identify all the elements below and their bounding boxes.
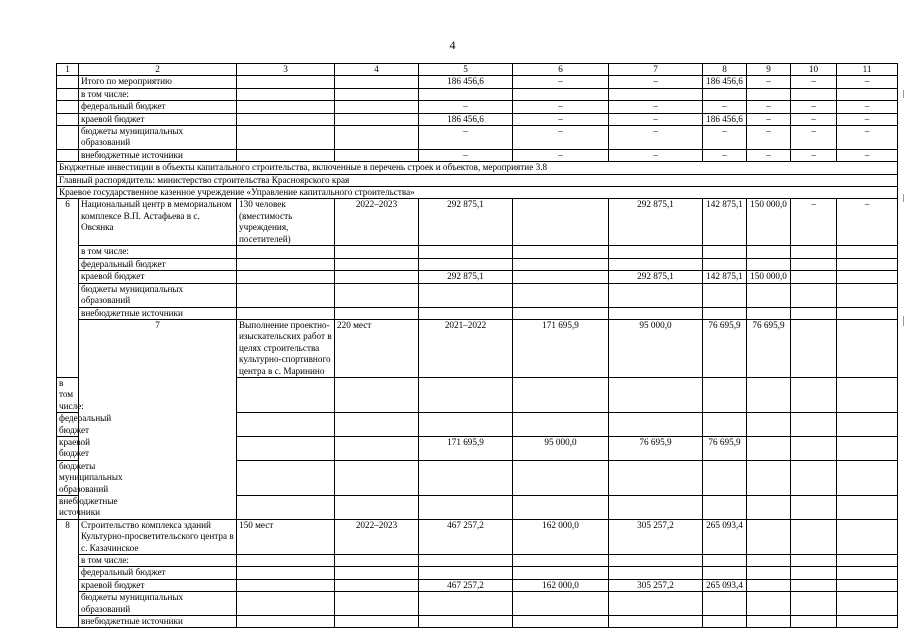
cell-value: 186 456,6 bbox=[703, 113, 747, 125]
cell-value: – bbox=[791, 199, 837, 246]
cell-value: 305 257,2 bbox=[609, 519, 703, 554]
header-cell: 7 bbox=[609, 64, 703, 76]
cell-dash: – bbox=[513, 101, 609, 113]
cell-value: 171 695,9 bbox=[513, 319, 609, 377]
cell-value: 265 093,4 bbox=[703, 519, 747, 554]
row-label: бюджеты муниципальных образований bbox=[79, 592, 237, 616]
cell-value: 186 456,6 bbox=[419, 113, 513, 125]
item-name: Строительство комплекса зданий Культурно-просветительского центра в с. Казачинское bbox=[79, 519, 237, 554]
cell-dash: – bbox=[419, 101, 513, 113]
table-row bbox=[57, 319, 898, 377]
cell-dash: – bbox=[703, 126, 747, 150]
cell-value: 142 875,1 bbox=[703, 199, 747, 246]
section-row bbox=[57, 187, 898, 199]
table-row bbox=[57, 113, 898, 125]
item-capacity: 130 человек (вместимость учреждения, посетителей) bbox=[237, 199, 335, 246]
cell-value: 305 257,2 bbox=[609, 579, 703, 591]
row-label: Итого по мероприятию bbox=[79, 76, 237, 88]
section-title: Бюджетные инвестиции в объекты капитального строительства, включенные в перечень строек и объектов, мероприятие 3.8 bbox=[57, 162, 898, 174]
header-cell: 2 bbox=[79, 64, 237, 76]
table-row bbox=[57, 246, 898, 258]
table-row bbox=[57, 592, 898, 616]
table-row bbox=[57, 616, 898, 628]
header-cell: 4 bbox=[335, 64, 419, 76]
row-label: в том числе: bbox=[79, 246, 237, 258]
row-label: в том числе: bbox=[79, 555, 237, 567]
row-label: бюджеты муниципальных образований bbox=[79, 126, 237, 150]
cell-dash: – bbox=[609, 113, 703, 125]
header-cell: 5 bbox=[419, 64, 513, 76]
cell-value: 95 000,0 bbox=[513, 436, 609, 460]
table-row bbox=[57, 126, 898, 150]
row-label: краевой бюджет bbox=[57, 436, 79, 460]
header-cell: 1 bbox=[57, 64, 79, 76]
row-label: федеральный бюджет bbox=[79, 101, 237, 113]
cell-value: 292 875,1 bbox=[419, 199, 513, 246]
cell-dash: – bbox=[609, 149, 703, 161]
item-capacity: 150 мест bbox=[237, 519, 335, 554]
cell-dash: – bbox=[747, 101, 791, 113]
table-row bbox=[57, 258, 898, 270]
item-period: 2021–2022 bbox=[419, 319, 513, 377]
item-name: Национальный центр в мемориальном комплексе В.П. Астафьева в с. Овсянка bbox=[79, 199, 237, 246]
cell-value: 467 257,2 bbox=[419, 519, 513, 554]
cell-dash: – bbox=[791, 113, 837, 125]
item-period: 2022–2023 bbox=[335, 199, 419, 246]
header-cell: 9 bbox=[747, 64, 791, 76]
cell-value: 186 456,6 bbox=[419, 76, 513, 88]
scan-mark bbox=[903, 90, 904, 98]
cell-value: 142 875,1 bbox=[703, 271, 747, 283]
cell-dash: – bbox=[513, 149, 609, 161]
header-cell: 6 bbox=[513, 64, 609, 76]
cell-value: – bbox=[837, 199, 898, 246]
budget-table bbox=[56, 63, 898, 628]
cell-dash: – bbox=[747, 149, 791, 161]
cell-value: 95 000,0 bbox=[609, 319, 703, 377]
row-label: бюджеты муниципальных образований bbox=[57, 460, 79, 495]
row-label: внебюджетные источники bbox=[79, 307, 237, 319]
row-label: федеральный бюджет bbox=[79, 567, 237, 579]
table-row bbox=[57, 149, 898, 161]
cell-dash: – bbox=[837, 101, 898, 113]
row-label: внебюджетные источники bbox=[57, 496, 79, 520]
table-row bbox=[57, 88, 898, 100]
cell-dash: – bbox=[703, 149, 747, 161]
cell-dash: – bbox=[513, 113, 609, 125]
row-label: внебюджетные источники bbox=[79, 616, 237, 628]
cell-dash: – bbox=[513, 126, 609, 150]
row-label: краевой бюджет bbox=[79, 113, 237, 125]
row-label: бюджеты муниципальных образований bbox=[79, 283, 237, 307]
row-label: внебюджетные источники bbox=[79, 149, 237, 161]
cell-value: 162 000,0 bbox=[513, 579, 609, 591]
cell-value: 467 257,2 bbox=[419, 579, 513, 591]
cell-value: 162 000,0 bbox=[513, 519, 609, 554]
row-label: федеральный бюджет bbox=[57, 413, 79, 437]
cell-dash: – bbox=[703, 101, 747, 113]
header-cell: 11 bbox=[837, 64, 898, 76]
page-number: 4 bbox=[449, 38, 456, 52]
cell-dash: – bbox=[609, 126, 703, 150]
row-label: краевой бюджет bbox=[79, 271, 237, 283]
cell-dash: – bbox=[837, 126, 898, 150]
item-capacity: 220 мест bbox=[335, 319, 419, 377]
cell-dash: – bbox=[419, 126, 513, 150]
table-row bbox=[57, 567, 898, 579]
section-row bbox=[57, 174, 898, 186]
row-label: в том числе: bbox=[79, 88, 237, 100]
cell-dash: – bbox=[609, 76, 703, 88]
cell-dash: – bbox=[837, 113, 898, 125]
cell-value: 76 695,9 bbox=[609, 436, 703, 460]
cell-value: 292 875,1 bbox=[419, 271, 513, 283]
cell-value: 186 456,6 bbox=[703, 76, 747, 88]
table-row bbox=[57, 271, 898, 283]
cell-value: 171 695,9 bbox=[419, 436, 513, 460]
header-row bbox=[57, 64, 898, 76]
main-manager: Главный распорядитель: министерство строительства Красноярского края bbox=[57, 174, 898, 186]
item-period: 2022–2023 bbox=[335, 519, 419, 554]
cell-value: 76 695,9 bbox=[703, 319, 747, 377]
cell-value: 150 000,0 bbox=[747, 199, 791, 246]
table-row bbox=[57, 519, 898, 554]
cell-dash: – bbox=[747, 126, 791, 150]
item-number: 8 bbox=[57, 519, 79, 628]
cell-value: 265 093,4 bbox=[703, 579, 747, 591]
header-cell: 3 bbox=[237, 64, 335, 76]
item-number: 6 bbox=[57, 199, 79, 377]
table-row bbox=[57, 555, 898, 567]
cell-dash: – bbox=[609, 101, 703, 113]
header-cell: 8 bbox=[703, 64, 747, 76]
institution: Краевое государственное казенное учреждение «Управление капитального строительства» bbox=[57, 187, 898, 199]
cell-dash: – bbox=[791, 76, 837, 88]
cell-value: 292 875,1 bbox=[609, 199, 703, 246]
table-row bbox=[57, 307, 898, 319]
cell-value: 76 695,9 bbox=[747, 319, 791, 377]
row-label: в том числе: bbox=[57, 377, 79, 412]
cell-dash: – bbox=[747, 113, 791, 125]
scan-mark bbox=[903, 194, 904, 202]
cell-value: 76 695,9 bbox=[703, 436, 747, 460]
cell-value: 150 000,0 bbox=[747, 271, 791, 283]
cell-dash: – bbox=[791, 101, 837, 113]
table-row bbox=[57, 199, 898, 246]
item-number: 7 bbox=[79, 319, 237, 519]
table-row bbox=[57, 101, 898, 113]
cell-dash: – bbox=[837, 149, 898, 161]
scan-mark bbox=[903, 316, 904, 326]
cell-dash: – bbox=[747, 76, 791, 88]
cell-dash: – bbox=[837, 76, 898, 88]
cell-dash: – bbox=[791, 126, 837, 150]
cell-value bbox=[513, 199, 609, 246]
table-row bbox=[57, 579, 898, 591]
cell-dash: – bbox=[791, 149, 837, 161]
cell-dash: – bbox=[513, 76, 609, 88]
cell-dash: – bbox=[419, 149, 513, 161]
row-label: федеральный бюджет bbox=[79, 258, 237, 270]
item-name: Выполнение проектно-изыскательских работ в целях строительства культурно-спортивного центра в с. Маринино bbox=[237, 319, 335, 377]
cell-value: 292 875,1 bbox=[609, 271, 703, 283]
header-cell: 10 bbox=[791, 64, 837, 76]
section-row bbox=[57, 162, 898, 174]
table-row bbox=[57, 76, 898, 88]
row-label: краевой бюджет bbox=[79, 579, 237, 591]
table-row bbox=[57, 283, 898, 307]
